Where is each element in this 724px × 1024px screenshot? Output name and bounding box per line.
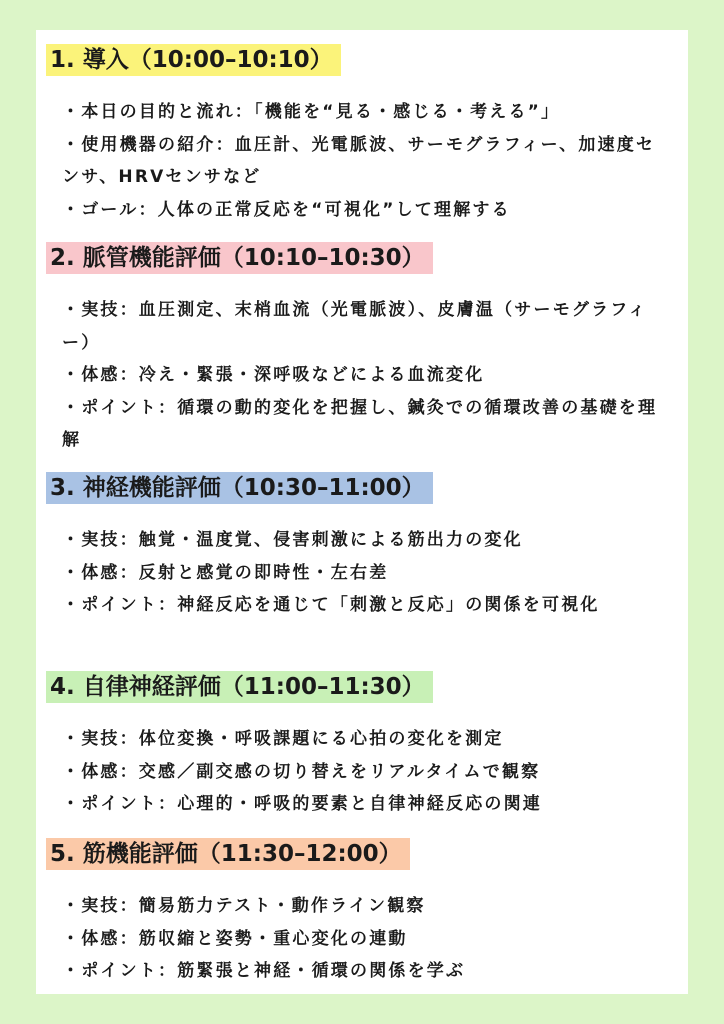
section-heading: 5. 筋機能評価（11:30–12:00） [46, 838, 410, 870]
section-heading: 3. 神経機能評価（10:30–11:00） [46, 472, 433, 504]
list-item: ・実技：簡易筋力テスト・動作ライン観察 [62, 896, 426, 916]
section-item-list [62, 723, 666, 821]
list-item: ・体感：反射と感覚の即時性・左右差 [62, 562, 389, 583]
list-item: ・実技：体位変換・呼吸課題にる心拍の変化を測定 [62, 729, 504, 749]
list-item: ・実技：血圧測定、末梢血流（光電脈波）、皮膚温（サーモグラフィー） [62, 300, 648, 353]
list-item: ・体感：筋収縮と姿勢・重心変化の連動 [62, 928, 408, 949]
list-item: ・ポイント：筋緊張と神経・循環の関係を学ぶ [62, 961, 466, 981]
program-sheet [36, 30, 688, 994]
list-item: ・ポイント：心理的・呼吸的要素と自律神経反応の関連 [62, 794, 542, 814]
section-item-list [62, 890, 666, 988]
list-item: ・ポイント：循環の動的変化を把握し、鍼灸での循環改善の基礎を理解 [62, 397, 658, 450]
section-item-list [62, 294, 666, 457]
section-item-list [62, 96, 666, 226]
list-item: ・ポイント：神経反応を通じて「刺激と反応」の関係を可視化 [62, 595, 600, 615]
section-heading: 4. 自律神経評価（11:00–11:30） [46, 671, 433, 703]
list-item: ・ゴール：人体の正常反応を“可視化”して理解する [62, 199, 511, 220]
section-heading: 1. 導入（10:00–10:10） [46, 44, 341, 76]
list-item: ・体感：冷え・緊張・深呼吸などによる血流変化 [62, 365, 485, 385]
list-item: ・使用機器の紹介：血圧計、光電脈波、サーモグラフィー、加速度センサ、HRVセンサなど [62, 134, 656, 187]
list-item: ・本日の目的と流れ：「機能を“見る・感じる・考える”」 [62, 102, 561, 122]
section-heading: 2. 脈管機能評価（10:10–10:30） [46, 242, 433, 274]
section-item-list [62, 524, 666, 622]
list-item: ・体感：交感／副交感の切り替えをリアルタイムで観察 [62, 761, 541, 782]
list-item: ・実技：触覚・温度覚、侵害刺激による筋出力の変化 [62, 530, 523, 550]
